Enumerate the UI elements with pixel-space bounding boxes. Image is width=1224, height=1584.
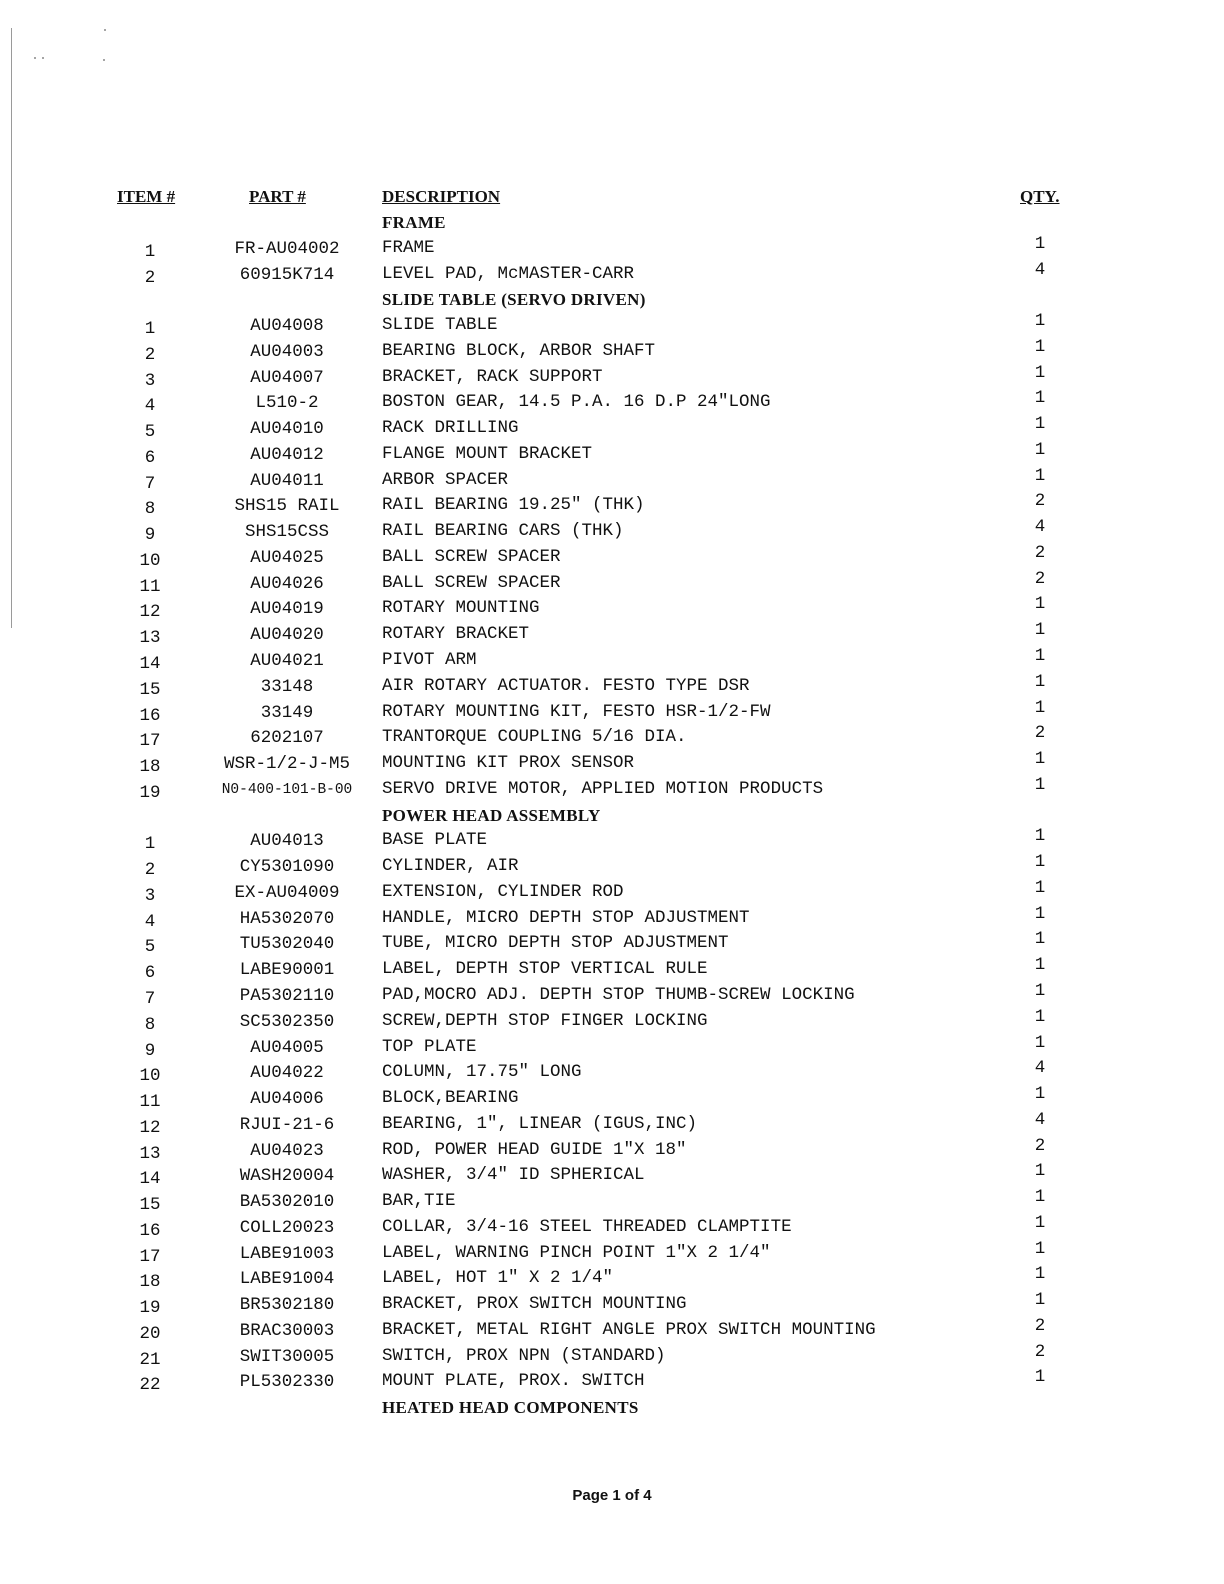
description-cell: BRACKET, RACK SUPPORT xyxy=(382,366,603,387)
part-number-cell: 33149 xyxy=(260,702,314,723)
part-number-cell: AU04012 xyxy=(250,444,324,465)
description-cell: BALL SCREW SPACER xyxy=(382,572,561,593)
quantity-cell: 2 xyxy=(1034,1135,1046,1156)
quantity-cell: 1 xyxy=(1034,852,1046,873)
item-number-cell: 6 xyxy=(144,447,156,468)
item-number-cell: 15 xyxy=(139,1195,161,1216)
item-number-cell: 6 xyxy=(144,963,156,984)
item-number-cell: 16 xyxy=(139,705,161,726)
description-cell: BEARING BLOCK, ARBOR SHAFT xyxy=(382,340,656,361)
part-number-cell: CY5301090 xyxy=(239,857,335,878)
part-number-cell: L510-2 xyxy=(255,393,319,414)
description-cell: ROD, POWER HEAD GUIDE 1"X 18" xyxy=(382,1139,687,1160)
quantity-cell: 1 xyxy=(1034,414,1046,435)
item-number-cell: 22 xyxy=(139,1375,161,1396)
quantity-cell: 4 xyxy=(1034,1109,1046,1130)
quantity-cell: 1 xyxy=(1034,1161,1046,1182)
part-number-cell: SC5302350 xyxy=(239,1011,335,1032)
quantity-cell: 1 xyxy=(1034,671,1046,692)
part-number-cell: LABE91004 xyxy=(239,1269,335,1290)
quantity-cell: 1 xyxy=(1034,620,1046,641)
quantity-cell: 1 xyxy=(1034,594,1046,615)
item-number-cell: 1 xyxy=(144,834,156,855)
part-number-cell: LABE90001 xyxy=(239,960,335,981)
quantity-cell: 1 xyxy=(1034,1238,1046,1259)
item-number-cell: 9 xyxy=(144,525,156,546)
part-number-cell: TU5302040 xyxy=(239,934,335,955)
quantity-cell: 1 xyxy=(1034,929,1046,950)
quantity-cell: 1 xyxy=(1034,362,1046,383)
part-number-cell: LABE91003 xyxy=(239,1243,335,1264)
description-cell: HANDLE, MICRO DEPTH STOP ADJUSTMENT xyxy=(382,907,750,928)
quantity-cell: 2 xyxy=(1034,542,1046,563)
description-cell: BASE PLATE xyxy=(382,830,488,851)
part-number-cell: HA5302070 xyxy=(239,908,335,929)
description-cell: WASHER, 3/4" ID SPHERICAL xyxy=(382,1165,645,1186)
part-number-cell: AU04003 xyxy=(250,341,324,362)
part-number-cell: AU04013 xyxy=(250,831,324,852)
part-number-cell: AU04026 xyxy=(250,573,324,594)
header-part-number: PART # xyxy=(249,187,306,206)
description-cell: BOSTON GEAR, 14.5 P.A. 16 D.P 24"LONG xyxy=(382,392,771,413)
quantity-cell: 1 xyxy=(1034,1367,1046,1388)
part-number-cell: AU04005 xyxy=(250,1037,324,1058)
description-cell: RAIL BEARING 19.25" (THK) xyxy=(382,495,645,516)
description-cell: TRANTORQUE COUPLING 5/16 DIA. xyxy=(382,727,687,748)
part-number-cell: AU04022 xyxy=(250,1063,324,1084)
quantity-cell: 1 xyxy=(1034,697,1046,718)
quantity-cell: 1 xyxy=(1034,877,1046,898)
part-number-cell: 6202107 xyxy=(250,728,324,749)
item-number-cell: 2 xyxy=(144,267,156,288)
item-number-cell: 7 xyxy=(144,473,156,494)
quantity-cell: 1 xyxy=(1034,439,1046,460)
item-number-cell: 5 xyxy=(144,422,156,443)
quantity-cell: 4 xyxy=(1034,517,1046,538)
item-number-cell: 14 xyxy=(139,1169,161,1190)
quantity-cell: 1 xyxy=(1034,749,1046,770)
description-cell: RAIL BEARING CARS (THK) xyxy=(382,521,624,542)
quantity-cell: 1 xyxy=(1034,388,1046,409)
item-number-cell: 10 xyxy=(139,1066,161,1087)
header-quantity: QTY. xyxy=(1020,187,1060,206)
part-number-cell: AU04007 xyxy=(250,367,324,388)
description-cell: MOUNTING KIT PROX SENSOR xyxy=(382,753,635,774)
item-number-cell: 18 xyxy=(139,757,161,778)
section-heading-row xyxy=(0,1395,1224,1421)
quantity-cell: 1 xyxy=(1034,955,1046,976)
description-cell: BLOCK,BEARING xyxy=(382,1088,519,1109)
description-cell: LABEL, WARNING PINCH POINT 1"X 2 1/4" xyxy=(382,1242,771,1263)
item-number-cell: 15 xyxy=(139,679,161,700)
part-number-cell: 33148 xyxy=(260,676,314,697)
quantity-cell: 1 xyxy=(1034,1084,1046,1105)
scan-speck xyxy=(34,57,36,59)
item-number-cell: 11 xyxy=(139,1092,161,1113)
description-cell: TUBE, MICRO DEPTH STOP ADJUSTMENT xyxy=(382,933,729,954)
description-cell: SERVO DRIVE MOTOR, APPLIED MOTION PRODUCTS xyxy=(382,778,824,799)
part-number-cell: EX-AU04009 xyxy=(234,882,340,903)
quantity-cell: 2 xyxy=(1034,491,1046,512)
description-cell: COLUMN, 17.75" LONG xyxy=(382,1062,582,1083)
quantity-cell: 1 xyxy=(1034,646,1046,667)
item-number-cell: 7 xyxy=(144,988,156,1009)
quantity-cell: 1 xyxy=(1034,826,1046,847)
part-number-cell: AU04021 xyxy=(250,651,324,672)
description-cell: FLANGE MOUNT BRACKET xyxy=(382,443,593,464)
part-number-cell: SHS15CSS xyxy=(244,522,329,543)
description-cell: RACK DRILLING xyxy=(382,418,519,439)
part-number-cell: AU04010 xyxy=(250,419,324,440)
item-number-cell: 1 xyxy=(144,241,156,262)
quantity-cell: 2 xyxy=(1034,568,1046,589)
part-number-cell: COLL20023 xyxy=(239,1217,335,1238)
description-cell: PIVOT ARM xyxy=(382,650,477,671)
quantity-cell: 1 xyxy=(1034,233,1046,254)
section-heading: HEATED HEAD COMPONENTS xyxy=(382,1398,639,1418)
item-number-cell: 9 xyxy=(144,1040,156,1061)
description-cell: EXTENSION, CYLINDER ROD xyxy=(382,881,624,902)
description-cell: LABEL, HOT 1" X 2 1/4" xyxy=(382,1268,614,1289)
description-cell: COLLAR, 3/4-16 STEEL THREADED CLAMPTITE xyxy=(382,1216,792,1237)
description-cell: BALL SCREW SPACER xyxy=(382,546,561,567)
description-cell: BAR,TIE xyxy=(382,1191,456,1212)
part-number-cell: AU04006 xyxy=(250,1089,324,1110)
item-number-cell: 13 xyxy=(139,628,161,649)
quantity-cell: 2 xyxy=(1034,723,1046,744)
quantity-cell: 1 xyxy=(1034,1006,1046,1027)
scan-speck xyxy=(104,29,106,31)
section-heading: POWER HEAD ASSEMBLY xyxy=(382,805,601,825)
part-number-cell: 60915K714 xyxy=(239,264,335,285)
table-row xyxy=(0,1369,1224,1395)
parts-list xyxy=(0,210,1224,1421)
table-row xyxy=(0,774,1224,803)
quantity-cell: 1 xyxy=(1034,1032,1046,1053)
part-number-cell: WSR-1/2-J-M5 xyxy=(223,754,351,775)
description-cell: LEVEL PAD, McMASTER-CARR xyxy=(382,263,635,284)
item-number-cell: 12 xyxy=(139,1117,161,1138)
quantity-cell: 1 xyxy=(1034,903,1046,924)
section-heading: FRAME xyxy=(382,213,446,232)
description-cell: LABEL, DEPTH STOP VERTICAL RULE xyxy=(382,959,708,980)
quantity-cell: 1 xyxy=(1034,1290,1046,1311)
item-number-cell: 8 xyxy=(144,499,156,520)
quantity-cell: 1 xyxy=(1034,774,1046,795)
part-number-cell: SWIT30005 xyxy=(239,1346,335,1367)
header-description: DESCRIPTION xyxy=(382,187,501,206)
item-number-cell: 4 xyxy=(144,911,156,932)
table-row xyxy=(0,259,1224,288)
section-heading: SLIDE TABLE (SERVO DRIVEN) xyxy=(382,290,646,310)
item-number-cell: 17 xyxy=(139,731,161,752)
scan-speck xyxy=(42,57,44,59)
quantity-cell: 1 xyxy=(1034,1187,1046,1208)
part-number-cell: AU04025 xyxy=(250,547,324,568)
quantity-cell: 1 xyxy=(1034,336,1046,357)
item-number-cell: 21 xyxy=(139,1349,161,1370)
item-number-cell: 19 xyxy=(139,782,161,803)
part-number-cell: AU04019 xyxy=(250,599,324,620)
item-number-cell: 12 xyxy=(139,602,161,623)
item-number-cell: 1 xyxy=(144,319,156,340)
item-number-cell: 10 xyxy=(139,550,161,571)
part-number-cell: BA5302010 xyxy=(239,1192,335,1213)
item-number-cell: 18 xyxy=(139,1272,161,1293)
part-number-cell: PL5302330 xyxy=(239,1372,335,1393)
item-number-cell: 2 xyxy=(144,344,156,365)
part-number-cell: SHS15 RAIL xyxy=(234,496,340,517)
description-cell: ROTARY MOUNTING xyxy=(382,598,540,619)
quantity-cell: 1 xyxy=(1034,1212,1046,1233)
item-number-cell: 17 xyxy=(139,1246,161,1267)
part-number-cell: RJUI-21-6 xyxy=(239,1114,335,1135)
part-number-cell: N0-400-101-B-00 xyxy=(221,781,353,798)
description-cell: ROTARY MOUNTING KIT, FESTO HSR-1/2-FW xyxy=(382,701,771,722)
description-cell: BRACKET, METAL RIGHT ANGLE PROX SWITCH MOUNTING xyxy=(382,1319,876,1340)
description-cell: BEARING, 1", LINEAR (IGUS,INC) xyxy=(382,1113,698,1134)
part-number-cell: AU04023 xyxy=(250,1140,324,1161)
description-cell: SCREW,DEPTH STOP FINGER LOCKING xyxy=(382,1010,708,1031)
description-cell: ARBOR SPACER xyxy=(382,469,509,490)
part-number-cell: PA5302110 xyxy=(239,985,335,1006)
description-cell: ROTARY BRACKET xyxy=(382,624,530,645)
quantity-cell: 4 xyxy=(1034,259,1046,280)
description-cell: PAD,MOCRO ADJ. DEPTH STOP THUMB-SCREW LOCKING xyxy=(382,984,855,1005)
quantity-cell: 1 xyxy=(1034,465,1046,486)
description-cell: TOP PLATE xyxy=(382,1036,477,1057)
description-cell: SWITCH, PROX NPN (STANDARD) xyxy=(382,1345,666,1366)
description-cell: CYLINDER, AIR xyxy=(382,856,519,877)
part-number-cell: AU04020 xyxy=(250,625,324,646)
description-cell: MOUNT PLATE, PROX. SWITCH xyxy=(382,1371,645,1392)
item-number-cell: 2 xyxy=(144,860,156,881)
description-cell: SLIDE TABLE xyxy=(382,315,498,336)
description-cell: AIR ROTARY ACTUATOR. FESTO TYPE DSR xyxy=(382,675,750,696)
quantity-cell: 4 xyxy=(1034,1058,1046,1079)
item-number-cell: 3 xyxy=(144,885,156,906)
part-number-cell: FR-AU04002 xyxy=(234,238,340,259)
quantity-cell: 2 xyxy=(1034,1315,1046,1336)
item-number-cell: 8 xyxy=(144,1014,156,1035)
quantity-cell: 1 xyxy=(1034,980,1046,1001)
item-number-cell: 19 xyxy=(139,1298,161,1319)
item-number-cell: 3 xyxy=(144,370,156,391)
scan-speck xyxy=(103,59,105,61)
item-number-cell: 11 xyxy=(139,576,161,597)
part-number-cell: AU04011 xyxy=(250,470,324,491)
quantity-cell: 1 xyxy=(1034,311,1046,332)
header-item-number: ITEM # xyxy=(117,187,176,206)
quantity-cell: 1 xyxy=(1034,1264,1046,1285)
part-number-cell: BR5302180 xyxy=(239,1295,335,1316)
item-number-cell: 20 xyxy=(139,1323,161,1344)
quantity-cell: 2 xyxy=(1034,1341,1046,1362)
page-number: Page 1 of 4 xyxy=(572,1487,652,1504)
part-number-cell: AU04008 xyxy=(250,316,324,337)
description-cell: BRACKET, PROX SWITCH MOUNTING xyxy=(382,1294,687,1315)
description-cell: FRAME xyxy=(382,237,435,258)
item-number-cell: 13 xyxy=(139,1143,161,1164)
item-number-cell: 14 xyxy=(139,654,161,675)
item-number-cell: 5 xyxy=(144,937,156,958)
part-number-cell: BRAC30003 xyxy=(239,1320,335,1341)
item-number-cell: 4 xyxy=(144,396,156,417)
item-number-cell: 16 xyxy=(139,1220,161,1241)
part-number-cell: WASH20004 xyxy=(239,1166,335,1187)
